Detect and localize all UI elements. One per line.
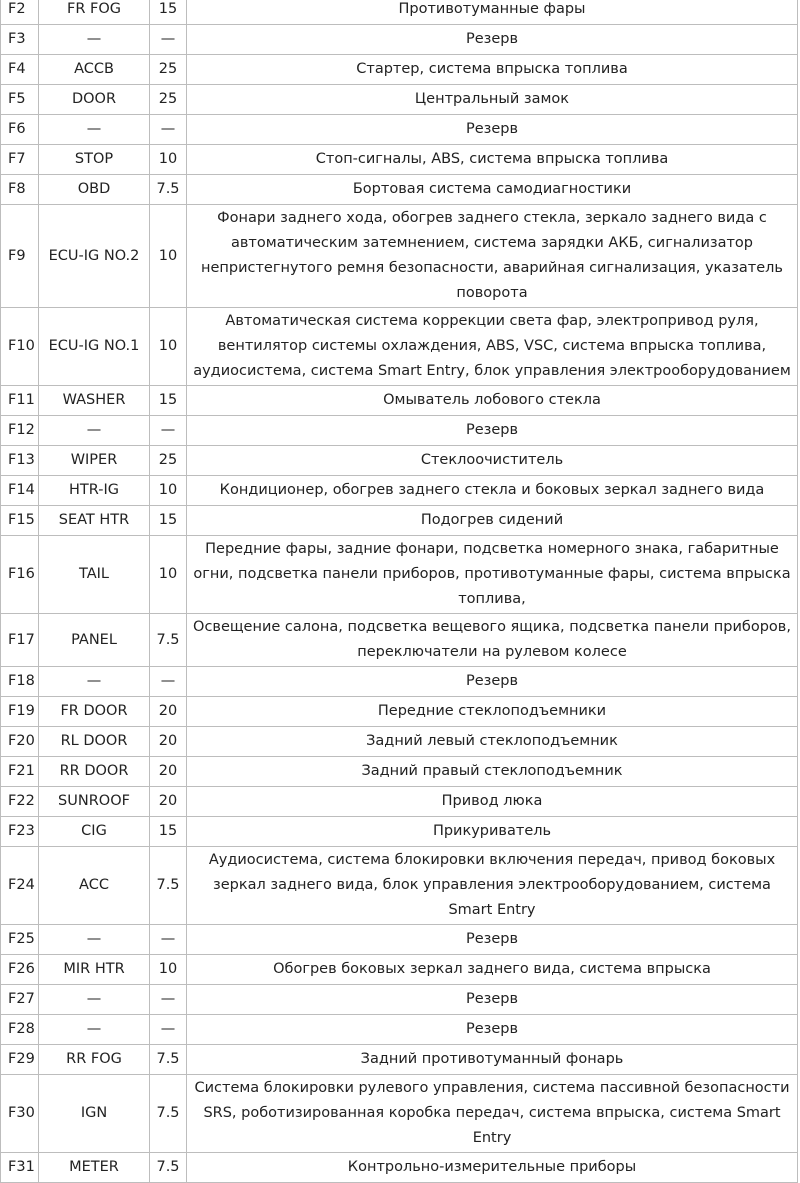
fuse-name-cell: FR FOG — [39, 0, 150, 25]
fuse-rating-cell: 20 — [150, 787, 187, 817]
fuse-rating-cell: 15 — [150, 386, 187, 416]
table-row — [1, 536, 798, 614]
fuse-name-cell: PANEL — [39, 614, 150, 667]
table-row — [1, 506, 798, 536]
fuse-id-cell: F26 — [1, 955, 39, 985]
fuse-description-cell: Система блокировки рулевого управления, система пассивной безопасности SRS, роботизированная коробка передач, система впрыска, система Smart Entry — [187, 1075, 798, 1153]
fuse-description-cell: Задний левый стеклоподъемник — [187, 727, 798, 757]
fuse-name-cell: FR DOOR — [39, 697, 150, 727]
fuse-name-cell: — — [39, 667, 150, 697]
fuse-rating-cell: 10 — [150, 536, 187, 614]
fuse-name-cell: STOP — [39, 145, 150, 175]
fuse-id-cell: F6 — [1, 115, 39, 145]
fuse-id-cell: F10 — [1, 308, 39, 386]
table-row — [1, 85, 798, 115]
fuse-id-cell: F9 — [1, 205, 39, 308]
fuse-description-cell: Резерв — [187, 25, 798, 55]
fuse-id-cell: F4 — [1, 55, 39, 85]
fuse-rating-cell: 7.5 — [150, 175, 187, 205]
fuse-id-cell: F29 — [1, 1045, 39, 1075]
fuse-name-cell: WASHER — [39, 386, 150, 416]
fuse-rating-cell: 20 — [150, 697, 187, 727]
fuse-name-cell: METER — [39, 1153, 150, 1183]
fuse-rating-cell: 7.5 — [150, 847, 187, 925]
fuse-rating-cell: 10 — [150, 145, 187, 175]
table-row — [1, 847, 798, 925]
table-row — [1, 1153, 798, 1183]
fuse-name-cell: RR DOOR — [39, 757, 150, 787]
fuse-rating-cell: 15 — [150, 817, 187, 847]
fuse-description-cell: Привод люка — [187, 787, 798, 817]
fuse-rating-cell: 7.5 — [150, 1075, 187, 1153]
fuse-id-cell: F19 — [1, 697, 39, 727]
fuse-name-cell: ACCB — [39, 55, 150, 85]
table-row — [1, 446, 798, 476]
table-row — [1, 115, 798, 145]
fuse-rating-cell: 25 — [150, 446, 187, 476]
table-row — [1, 1045, 798, 1075]
table-row — [1, 55, 798, 85]
fuse-name-cell: — — [39, 416, 150, 446]
fuse-name-cell: DOOR — [39, 85, 150, 115]
table-row — [1, 308, 798, 386]
table-row — [1, 985, 798, 1015]
fuse-description-cell: Резерв — [187, 925, 798, 955]
table-row — [1, 955, 798, 985]
fuse-description-cell: Резерв — [187, 115, 798, 145]
fuse-id-cell: F17 — [1, 614, 39, 667]
fuse-description-cell: Освещение салона, подсветка вещевого ящика, подсветка панели приборов, переключатели на рулевом колесе — [187, 614, 798, 667]
fuse-id-cell: F28 — [1, 1015, 39, 1045]
fuse-rating-cell: 7.5 — [150, 614, 187, 667]
fuse-name-cell: RL DOOR — [39, 727, 150, 757]
table-row — [1, 205, 798, 308]
fuse-name-cell: SUNROOF — [39, 787, 150, 817]
fuse-name-cell: TAIL — [39, 536, 150, 614]
fuse-description-cell: Задний противотуманный фонарь — [187, 1045, 798, 1075]
fuse-id-cell: F8 — [1, 175, 39, 205]
fuse-name-cell: ECU-IG NO.1 — [39, 308, 150, 386]
table-row — [1, 787, 798, 817]
fuse-description-cell: Обогрев боковых зеркал заднего вида, система впрыска — [187, 955, 798, 985]
fuse-name-cell: OBD — [39, 175, 150, 205]
table-row — [1, 757, 798, 787]
fuse-rating-cell: 10 — [150, 205, 187, 308]
fuse-name-cell: ACC — [39, 847, 150, 925]
table-row — [1, 925, 798, 955]
fuse-rating-cell: — — [150, 1015, 187, 1045]
fuse-id-cell: F14 — [1, 476, 39, 506]
fuse-rating-cell: — — [150, 25, 187, 55]
table-row — [1, 817, 798, 847]
table-row — [1, 25, 798, 55]
fuse-description-cell: Передние стеклоподъемники — [187, 697, 798, 727]
fuse-name-cell: — — [39, 925, 150, 955]
fuse-id-cell: F16 — [1, 536, 39, 614]
fuse-rating-cell: — — [150, 667, 187, 697]
fuse-id-cell: F20 — [1, 727, 39, 757]
fuse-rating-cell: 7.5 — [150, 1153, 187, 1183]
fuse-description-cell: Стеклоочиститель — [187, 446, 798, 476]
fuse-id-cell: F25 — [1, 925, 39, 955]
fuse-description-cell: Центральный замок — [187, 85, 798, 115]
table-row — [1, 1015, 798, 1045]
fuse-id-cell: F3 — [1, 25, 39, 55]
table-row — [1, 145, 798, 175]
fuse-description-cell: Противотуманные фары — [187, 0, 798, 25]
fuse-description-cell: Резерв — [187, 416, 798, 446]
fuse-description-cell: Резерв — [187, 985, 798, 1015]
fuse-id-cell: F22 — [1, 787, 39, 817]
fuse-rating-cell: — — [150, 115, 187, 145]
fuse-description-cell: Контрольно-измерительные приборы — [187, 1153, 798, 1183]
table-row — [1, 1075, 798, 1153]
fuse-name-cell: SEAT HTR — [39, 506, 150, 536]
fuse-rating-cell: 10 — [150, 308, 187, 386]
table-row — [1, 476, 798, 506]
fuse-description-cell: Прикуриватель — [187, 817, 798, 847]
fuse-rating-cell: 7.5 — [150, 1045, 187, 1075]
fuse-description-cell: Аудиосистема, система блокировки включения передач, привод боковых зеркал заднего вида, блок управления электрооборудованием, система Smart Entry — [187, 847, 798, 925]
fuse-name-cell: WIPER — [39, 446, 150, 476]
fuse-rating-cell: 15 — [150, 0, 187, 25]
fuse-name-cell: ECU-IG NO.2 — [39, 205, 150, 308]
fuse-description-cell: Фонари заднего хода, обогрев заднего стекла, зеркало заднего вида с автоматическим затемнением, система зарядки АКБ, сигнализатор непристегнутого ремня безопасности, аварийная сигнализация, указатель поворота — [187, 205, 798, 308]
fuse-description-cell: Омыватель лобового стекла — [187, 386, 798, 416]
fuse-description-cell: Автоматическая система коррекции света фар, электропривод руля, вентилятор системы охлаждения, ABS, VSC, система впрыска топлива, аудиосистема, система Smart Entry, блок управления электрооборудованием — [187, 308, 798, 386]
table-row — [1, 614, 798, 667]
fuse-name-cell: — — [39, 1015, 150, 1045]
fuse-description-cell: Стоп-сигналы, ABS, система впрыска топлива — [187, 145, 798, 175]
table-row — [1, 0, 798, 25]
fuse-rating-cell: 10 — [150, 476, 187, 506]
fuse-id-cell: F30 — [1, 1075, 39, 1153]
fuse-id-cell: F7 — [1, 145, 39, 175]
fuse-description-cell: Бортовая система самодиагностики — [187, 175, 798, 205]
fuse-name-cell: IGN — [39, 1075, 150, 1153]
fuse-id-cell: F5 — [1, 85, 39, 115]
table-row — [1, 386, 798, 416]
fuse-rating-cell: 20 — [150, 727, 187, 757]
fuse-rating-cell: 10 — [150, 955, 187, 985]
fuse-name-cell: HTR-IG — [39, 476, 150, 506]
fuse-description-cell: Задний правый стеклоподъемник — [187, 757, 798, 787]
fuse-rating-cell: 15 — [150, 506, 187, 536]
fuse-description-cell: Резерв — [187, 1015, 798, 1045]
fuse-name-cell: — — [39, 115, 150, 145]
fuse-rating-cell: 20 — [150, 757, 187, 787]
fuse-id-cell: F11 — [1, 386, 39, 416]
fuse-description-cell: Стартер, система впрыска топлива — [187, 55, 798, 85]
fuse-id-cell: F24 — [1, 847, 39, 925]
fuse-rating-cell: 25 — [150, 55, 187, 85]
table-row — [1, 697, 798, 727]
fuse-id-cell: F15 — [1, 506, 39, 536]
fuse-table-body — [1, 0, 798, 1183]
fuse-description-cell: Кондиционер, обогрев заднего стекла и боковых зеркал заднего вида — [187, 476, 798, 506]
fuse-rating-cell: — — [150, 925, 187, 955]
table-row — [1, 416, 798, 446]
fuse-rating-cell: 25 — [150, 85, 187, 115]
fuse-name-cell: MIR HTR — [39, 955, 150, 985]
fuse-id-cell: F21 — [1, 757, 39, 787]
fuse-description-cell: Подогрев сидений — [187, 506, 798, 536]
fuse-name-cell: RR FOG — [39, 1045, 150, 1075]
fuse-id-cell: F23 — [1, 817, 39, 847]
fuse-description-cell: Передние фары, задние фонари, подсветка номерного знака, габаритные огни, подсветка панели приборов, противотуманные фары, система впрыска топлива, — [187, 536, 798, 614]
fuse-id-cell: F12 — [1, 416, 39, 446]
fuse-id-cell: F18 — [1, 667, 39, 697]
table-row — [1, 175, 798, 205]
fuse-name-cell: — — [39, 25, 150, 55]
table-row — [1, 667, 798, 697]
fuse-description-cell: Резерв — [187, 667, 798, 697]
fuse-id-cell: F13 — [1, 446, 39, 476]
fuse-name-cell: CIG — [39, 817, 150, 847]
fuse-rating-cell: — — [150, 416, 187, 446]
fuse-rating-cell: — — [150, 985, 187, 1015]
fuse-id-cell: F27 — [1, 985, 39, 1015]
fuse-name-cell: — — [39, 985, 150, 1015]
fuse-id-cell: F31 — [1, 1153, 39, 1183]
table-row — [1, 727, 798, 757]
fuse-id-cell: F2 — [1, 0, 39, 25]
